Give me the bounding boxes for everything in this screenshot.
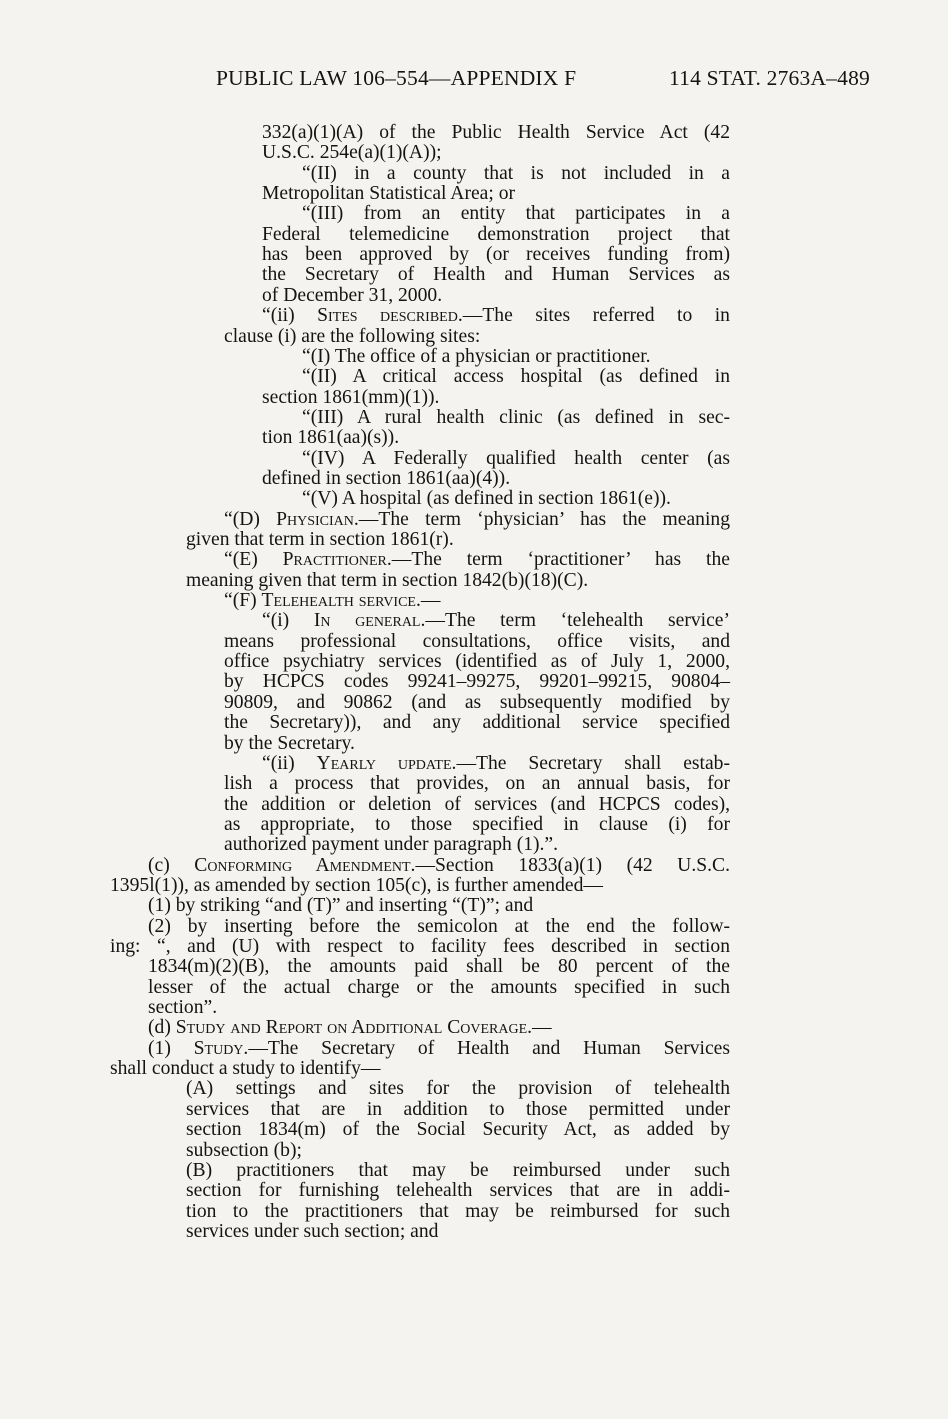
text-line [262, 184, 730, 204]
line-text: .—The Secretary of Health and Human Services [243, 1037, 730, 1059]
line-text: office psychiatry services (identified as of July 1, 2000, [224, 651, 730, 673]
line-text: of December 31, 2000. [262, 284, 443, 306]
line-text: .—The term ‘physician’ has the meaning [353, 508, 730, 530]
text-line [148, 917, 730, 937]
line-text: (2) by inserting before the semicolon at the end the follow- [148, 915, 730, 937]
section-heading: Study and Report on Additional Coverage [175, 1017, 528, 1039]
text-line [262, 225, 730, 245]
line-text: ing: “, and (U) with respect to facility fees described in section [110, 936, 730, 957]
line-text: lesser of the actual charge or the amounts specified in such [148, 976, 730, 998]
line-prefix: (c) [148, 854, 195, 876]
section-heading: In general [313, 610, 421, 632]
line-text: means professional consultations, office visits, and [224, 630, 730, 652]
line-text: “(IV) A Federally qualified health center (as [302, 447, 730, 469]
line-text: services that are in addition to those permitted under [186, 1098, 730, 1120]
text-line [262, 143, 730, 163]
line-text: subsection (b); [186, 1139, 302, 1161]
text-line [148, 1039, 730, 1059]
line-text: clause (i) are the following sites: [224, 325, 481, 347]
text-line [224, 734, 730, 754]
line-prefix: “(i) [262, 610, 314, 632]
text-line [302, 164, 730, 184]
header-stat-page: 114 STAT. 2763A–489 [669, 66, 870, 90]
line-text: 90809, and 90862 (and as subsequently modified by [224, 691, 730, 713]
text-line [186, 1161, 730, 1181]
line-text: lish a process that provides, on an annual basis, for [224, 773, 730, 795]
line-text: 1395l(1)), as amended by section 105(c), is further amended— [110, 874, 603, 896]
text-line [224, 713, 730, 733]
line-text: 332(a)(1)(A) of the Public Health Service Act (42 [262, 122, 730, 143]
line-text: .—The term ‘telehealth service’ [420, 610, 731, 632]
line-text: by the Secretary. [224, 732, 355, 754]
line-text: Federal telemedicine demonstration project that [262, 223, 730, 245]
text-line [224, 815, 730, 835]
text-line [186, 1079, 730, 1099]
text-line [262, 388, 730, 408]
line-prefix: (d) [148, 1017, 176, 1039]
text-line [302, 367, 730, 387]
line-text: (A) settings and sites for the provision of telehealth [186, 1078, 730, 1100]
text-line [262, 245, 730, 265]
line-text: “(I) The office of a physician or practitioner. [302, 345, 651, 367]
text-line [302, 347, 730, 367]
line-text: “(III) from an entity that participates in a [302, 203, 730, 225]
line-text: “(V) A hospital (as defined in section 1861(e)). [302, 488, 671, 510]
text-line [262, 469, 730, 489]
line-text: by HCPCS codes 99241–99275, 99201–99215, 90804– [224, 671, 730, 693]
line-text: meaning given that term in section 1842(b)(18)(C). [186, 569, 589, 591]
line-text: Metropolitan Statistical Area; or [262, 183, 516, 205]
section-heading: Practitioner [282, 549, 387, 571]
section-heading: Physician [276, 508, 354, 530]
text-line [262, 265, 730, 285]
line-text: defined in section 1861(aa)(4)). [262, 467, 511, 489]
line-prefix: “(E) [224, 549, 283, 571]
line-text: tion to the practitioners that may be reimbursed for such [186, 1200, 730, 1222]
text-line [262, 428, 730, 448]
line-text: section”. [148, 997, 218, 1019]
line-prefix: “(ii) [262, 305, 318, 327]
text-line [148, 998, 730, 1018]
text-line [148, 1018, 730, 1038]
text-line [302, 204, 730, 224]
text-line [262, 754, 730, 774]
line-prefix: “(F) [224, 590, 262, 612]
line-text: the addition or deletion of services (and HCPCS codes), [224, 793, 730, 815]
text-line [186, 1181, 730, 1201]
text-line [186, 1222, 730, 1242]
line-text: .—The sites referred to in [457, 305, 730, 327]
text-line [224, 652, 730, 672]
text-line [186, 1202, 730, 1222]
line-text: (1) by striking “and (T)” and inserting “(T)”; and [148, 895, 534, 917]
text-line [148, 978, 730, 998]
text-line [148, 957, 730, 977]
line-text: “(II) in a county that is not included in a [302, 162, 730, 184]
text-line [262, 123, 730, 143]
text-line [186, 530, 730, 550]
text-line [186, 1141, 730, 1161]
text-line [186, 1100, 730, 1120]
line-prefix: (1) [148, 1037, 194, 1059]
line-text: services under such section; and [186, 1220, 439, 1242]
text-line [224, 591, 730, 611]
line-prefix: “(D) [224, 508, 277, 530]
text-line [224, 774, 730, 794]
line-text: given that term in section 1861(r). [186, 529, 454, 550]
line-text: section 1834(m) of the Social Security Act, as added by [186, 1119, 730, 1141]
text-line [224, 835, 730, 855]
line-text: “(III) A rural health clinic (as defined in sec- [302, 406, 730, 428]
text-line [262, 306, 730, 326]
text-line [148, 896, 730, 916]
text-line [186, 571, 730, 591]
line-text: tion 1861(aa)(s)). [262, 427, 400, 449]
line-text: the Secretary of Health and Human Services as [262, 264, 730, 286]
line-text: .— [416, 590, 441, 612]
section-heading: Sites described [317, 305, 458, 327]
text-line [224, 510, 730, 530]
section-heading: Telehealth service [261, 590, 416, 612]
line-text: section for furnishing telehealth services that are in addi- [186, 1180, 730, 1202]
line-text: .—The term ‘practitioner’ has the [386, 549, 730, 571]
line-text: .—The Secretary shall estab- [451, 752, 730, 774]
text-line [186, 1120, 730, 1140]
text-line [110, 876, 730, 896]
text-line [302, 408, 730, 428]
text-line [148, 856, 730, 876]
line-text: .— [527, 1017, 552, 1039]
text-line [110, 1059, 730, 1079]
text-line [302, 449, 730, 469]
line-text: as appropriate, to those specified in clause (i) for [224, 813, 730, 835]
text-line [302, 489, 730, 509]
section-heading: Study [193, 1037, 244, 1059]
line-text: the Secretary)), and any additional service specified [224, 712, 730, 734]
line-text: has been approved by (or receives funding from) [262, 244, 730, 266]
line-prefix: “(ii) [262, 752, 317, 774]
text-line [224, 693, 730, 713]
running-header [216, 66, 870, 91]
line-text: section 1861(mm)(1)). [262, 386, 440, 408]
text-line [224, 795, 730, 815]
text-line [224, 550, 730, 570]
text-line [224, 632, 730, 652]
text-line [224, 672, 730, 692]
header-law-citation: PUBLIC LAW 106–554—APPENDIX F [216, 66, 577, 90]
section-heading: Yearly update [316, 752, 452, 774]
line-text: U.S.C. 254e(a)(1)(A)); [262, 142, 442, 164]
text-line [262, 286, 730, 306]
text-line [110, 937, 730, 957]
line-text: “(II) A critical access hospital (as defined in [302, 366, 730, 388]
line-text: authorized payment under paragraph (1).”. [224, 834, 559, 856]
text-line [262, 611, 730, 631]
line-text: .—Section 1833(a)(1) (42 U.S.C. [410, 854, 730, 876]
section-heading: Conforming Amendment [194, 854, 411, 876]
line-text: 1834(m)(2)(B), the amounts paid shall be 80 percent of the [148, 956, 730, 978]
line-text: (B) practitioners that may be reimbursed under such [186, 1159, 730, 1181]
line-text: shall conduct a study to identify— [110, 1058, 381, 1080]
text-line [224, 327, 730, 347]
